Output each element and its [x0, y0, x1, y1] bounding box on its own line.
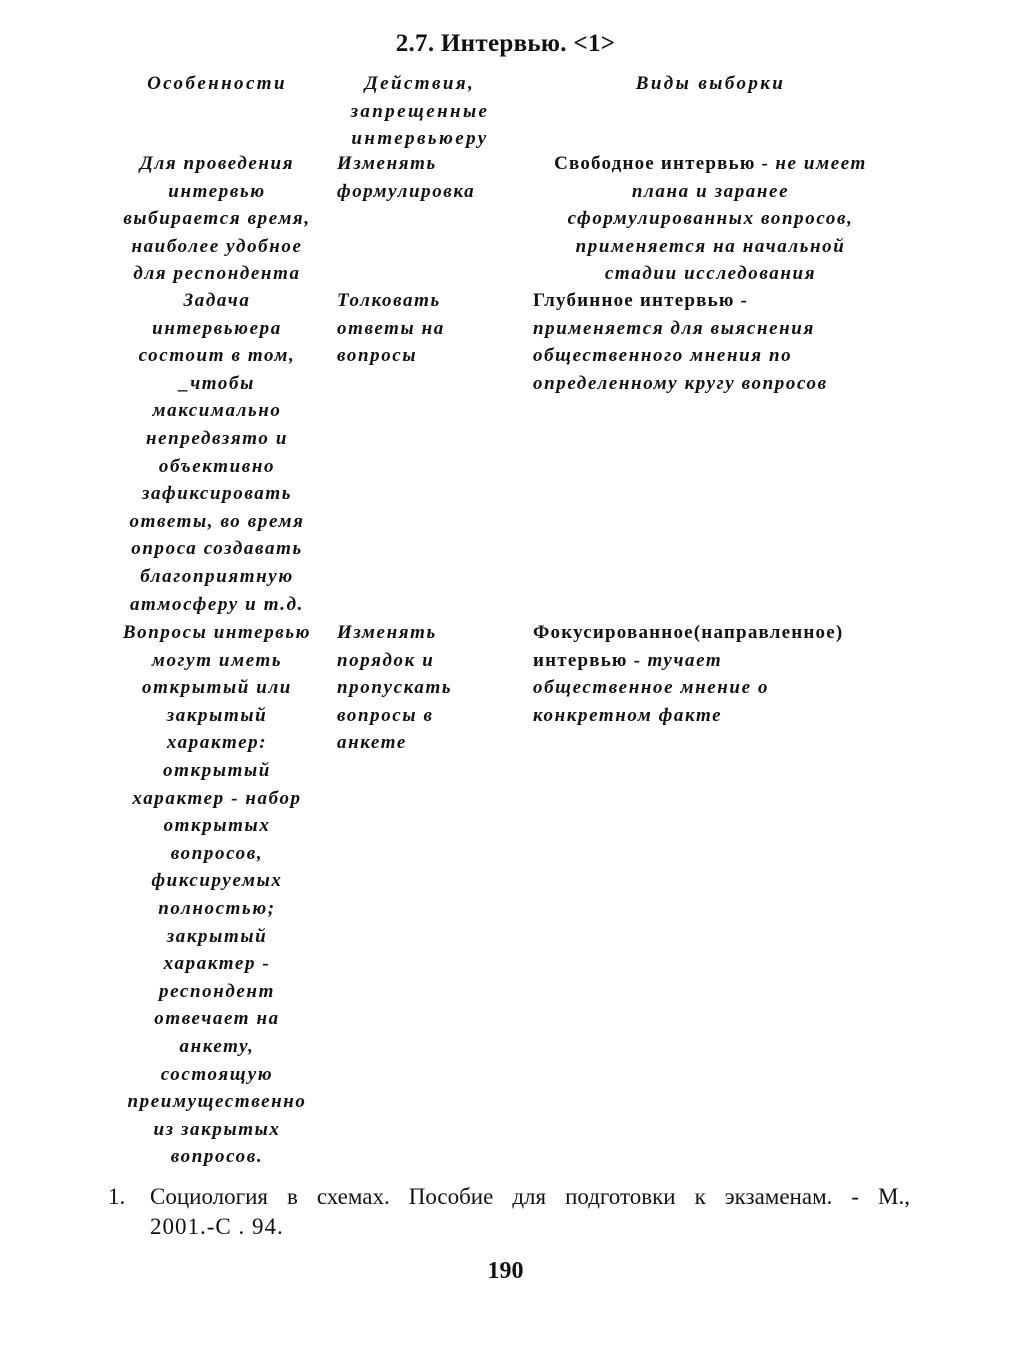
row1-forbidden-action: Изменять формулировка: [337, 153, 476, 202]
row1-sample-type: Свободное интервью - не имеет плана и заранее сформулированных вопросов, применяется на начальной стадии исследования: [554, 153, 867, 285]
header-sample-types: Виды выборки: [635, 73, 786, 94]
footnote-text: Социология в схемах. Пособие для подготовки к экзаменам. - М., 2001.-С . 94.: [150, 1184, 910, 1239]
page-number: 190: [487, 1258, 524, 1284]
row3-sample-title: Фокусированное(направленное): [533, 622, 844, 643]
header-forbidden-actions: Действия, запрещенные интервьюеру: [350, 73, 490, 150]
row2-sample-title: Глубинное интервью -: [533, 290, 749, 311]
section-title: 2.7. Интервью. <1>: [395, 30, 616, 57]
row2-features: Задача интервьюера состоит в том, _чтобы максимально непредвзято и объективно зафиксировать ответы, во время опроса создавать благоприятную атмосферу и т.д.: [129, 290, 305, 615]
header-features: Особенности: [147, 73, 287, 94]
row3-sample-type: Фокусированное(направленное) интервью - тучает общественное мнение о конкретном факте: [533, 619, 888, 729]
row2-forbidden-action: Толковать ответы на вопросы: [337, 290, 445, 367]
row1-sample-title: Свободное интервью -: [554, 153, 770, 174]
row2-sample-type: Глубинное интервью - применяется для выяснения общественного мнения по определенному кругу вопросов: [533, 287, 888, 397]
footnote-number: 1.: [108, 1184, 126, 1209]
row3-forbidden-action: Изменять порядок и пропускать вопросы в анкете: [337, 622, 453, 754]
row3-features: Вопросы интервью могут иметь открытый или закрытый характер: открытый характер - набор открытых вопросов, фиксируемых полностью; закрытый характер - респондент отвечает на анкету, состоящую преимущественно из закрытых вопросов.: [122, 622, 312, 1168]
row1-features: Для проведения интервью выбирается время, наиболее удобное для респондента: [123, 153, 311, 285]
